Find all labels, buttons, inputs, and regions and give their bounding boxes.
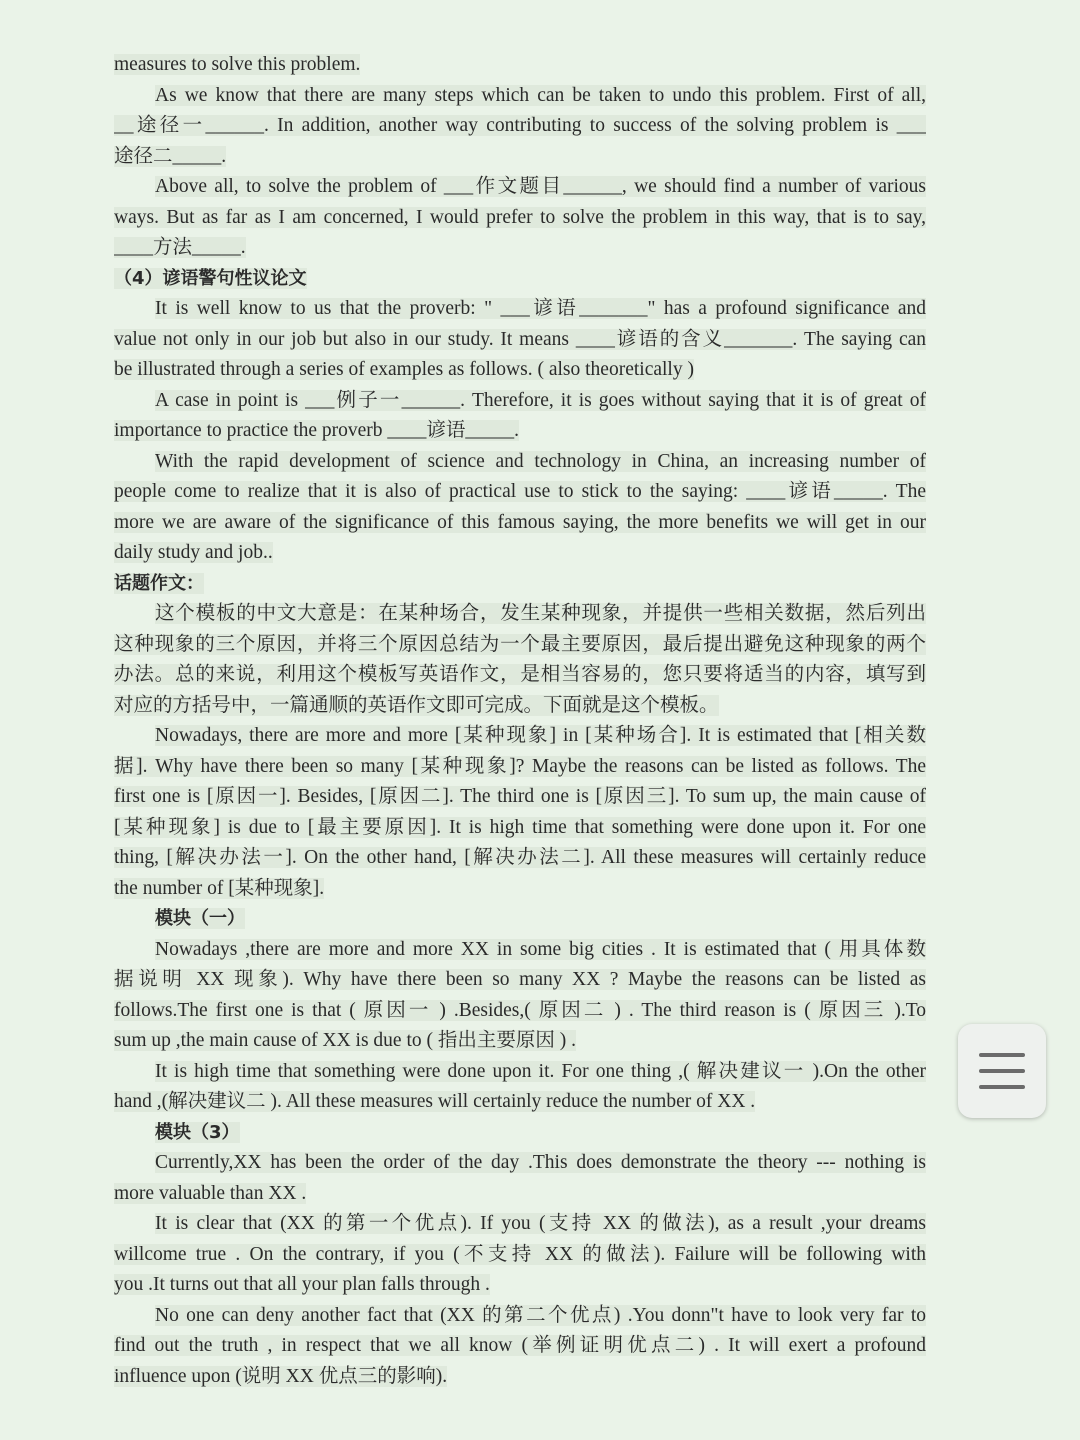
- line-text: 模块（3）: [155, 1121, 240, 1143]
- line-text: ____方法_____.: [114, 237, 246, 258]
- line-text: It is clear that (XX 的第一个优点). If you (支持 XX 的做法), as a result ,your dreams: [155, 1213, 926, 1234]
- text-line: [114, 50, 926, 81]
- text-line: [114, 1209, 926, 1240]
- text-line: [114, 1087, 926, 1118]
- line-text: value not only in our job but also in our study. It means ____谚语的含义_______. The saying can: [114, 328, 926, 350]
- text-line: [114, 1331, 926, 1362]
- line-text: influence upon (说明 XX 优点三的影响).: [114, 1365, 448, 1387]
- text-line: [114, 508, 926, 539]
- hamburger-menu-icon: [979, 1069, 1025, 1073]
- line-text: sum up ,the main cause of XX is due to ( 指出主要原因 ) .: [114, 1030, 576, 1051]
- line-text: Currently,XX has been the order of the day .This does demonstrate the theory --- nothing is: [155, 1152, 926, 1173]
- text-line: [114, 1301, 926, 1332]
- document-page: [114, 50, 926, 1392]
- line-text: 这个模板的中文大意是：在某种场合，发生某种现象，并提供一些相关数据，然后列出: [155, 603, 926, 624]
- text-line: [114, 965, 926, 996]
- line-text: It is high time that something were done upon it. For one thing ,( 解决建议一 ).On the other: [155, 1060, 926, 1082]
- text-line: [114, 538, 926, 569]
- text-line: [114, 416, 926, 447]
- text-line: [114, 721, 926, 752]
- text-line: [114, 843, 926, 874]
- line-text: measures to solve this problem.: [114, 54, 361, 75]
- line-text: importance to practice the proverb ____谚语_____.: [114, 420, 520, 441]
- line-text: With the rapid development of science and technology in China, an increasing number of: [155, 450, 926, 472]
- line-text: No one can deny another fact that (XX 的第二个优点) .You donn"t have to look very far to: [155, 1304, 926, 1326]
- line-text: be illustrated through a series of examples as follows. ( also theoretically ): [114, 359, 694, 380]
- text-line: [114, 1362, 926, 1393]
- line-text: ways. But as far as I am concerned, I would prefer to solve the problem in this way, that is to say,: [114, 206, 926, 228]
- line-text: 这种现象的三个原因，并将三个原因总结为一个最主要原因，最后提出避免这种现象的两个: [114, 633, 926, 655]
- line-text: first one is [原因一]. Besides, [原因二]. The third one is [原因三]. To sum up, the main cause of: [114, 786, 926, 807]
- text-line: [114, 813, 926, 844]
- text-line: [114, 599, 926, 630]
- section-heading: [114, 569, 926, 600]
- section-heading: [114, 264, 926, 295]
- hamburger-menu-icon: [979, 1085, 1025, 1089]
- text-line: [114, 142, 926, 173]
- text-line: [114, 752, 926, 783]
- text-line: [114, 1057, 926, 1088]
- line-text: hand ,(解决建议二 ). All these measures will certainly reduce the number of XX .: [114, 1091, 756, 1112]
- text-line: [114, 172, 926, 203]
- text-line: [114, 1240, 926, 1271]
- line-text: 话题作文：: [114, 572, 204, 594]
- line-text: Above all, to solve the problem of ___作文题目______, we should find a number of various: [155, 176, 926, 197]
- text-line: [114, 294, 926, 325]
- line-text: 途径二_____.: [114, 145, 227, 167]
- line-text: the number of [某种现象].: [114, 877, 325, 899]
- text-line: [114, 233, 926, 264]
- line-text: As we know that there are many steps which can be taken to undo this problem. First of all,: [155, 84, 926, 106]
- section-heading: [114, 904, 926, 935]
- text-line: [114, 386, 926, 417]
- line-text: Nowadays, there are more and more [某种现象] in [某种场合]. It is estimated that [相关数: [155, 725, 926, 746]
- text-line: [114, 325, 926, 356]
- text-line: [114, 630, 926, 661]
- line-text: willcome true . On the contrary, if you (不支持 XX 的做法). Failure will be following with: [114, 1243, 926, 1265]
- text-line: [114, 111, 926, 142]
- text-line: [114, 782, 926, 813]
- text-line: [114, 874, 926, 905]
- line-text: you .It turns out that all your plan falls through .: [114, 1274, 490, 1295]
- line-text: follows.The first one is that ( 原因一 ) .Besides,( 原因二 ) . The third reason is ( 原因三 ).To: [114, 999, 926, 1021]
- text-line: [114, 1179, 926, 1210]
- line-text: more valuable than XX .: [114, 1182, 307, 1204]
- line-text: 模块（一）: [155, 908, 245, 929]
- text-line: [114, 1026, 926, 1057]
- line-text: more we are aware of the significance of this famous saying, the more benefits we will get in our: [114, 511, 926, 533]
- text-line: [114, 935, 926, 966]
- line-text: daily study and job..: [114, 542, 273, 563]
- line-text: [某种现象] is due to [最主要原因]. It is high time that something were done upon it. For one: [114, 816, 926, 838]
- text-line: [114, 1270, 926, 1301]
- text-line: [114, 996, 926, 1027]
- text-line: [114, 203, 926, 234]
- text-line: [114, 81, 926, 112]
- line-text: 办法。总的来说，利用这个模板写英语作文，是相当容易的，您只要将适当的内容，填写到: [114, 664, 926, 685]
- text-line: [114, 477, 926, 508]
- line-text: thing, [解决办法一]. On the other hand, [解决办法二]. All these measures will certainly reduce: [114, 847, 926, 868]
- line-text: people come to realize that it is also of practical use to stick to the saying: ____谚语_____. The: [114, 481, 926, 502]
- text-line: [114, 447, 926, 478]
- line-text: It is well know to us that the proverb: " ___谚语_______" has a profound significance and: [155, 298, 926, 319]
- line-text: 据说明 XX 现象). Why have there been so many XX ? Maybe the reasons can be listed as: [114, 969, 926, 990]
- text-line: [114, 355, 926, 386]
- hamburger-menu-icon: [979, 1053, 1025, 1057]
- line-text: __途径一______. In addition, another way contributing to success of the solving problem is ___: [114, 115, 926, 136]
- line-text: 据]. Why have there been so many [某种现象]? Maybe the reasons can be listed as follows. The: [114, 755, 926, 777]
- text-line: [114, 660, 926, 691]
- menu-button[interactable]: [958, 1024, 1046, 1118]
- line-text: 对应的方括号中，一篇通顺的英语作文即可完成。下面就是这个模板。: [114, 694, 719, 716]
- line-text: find out the truth , in respect that we all know (举例证明优点二) . It will exert a profound: [114, 1335, 926, 1356]
- section-heading: [114, 1118, 926, 1149]
- line-text: A case in point is ___例子一______. Therefore, it is goes without saying that it is of great of: [155, 389, 926, 411]
- text-line: [114, 691, 926, 722]
- line-text: Nowadays ,there are more and more XX in some big cities . It is estimated that ( 用具体数: [155, 938, 926, 960]
- line-text: （4）谚语警句性议论文: [114, 267, 307, 289]
- text-line: [114, 1148, 926, 1179]
